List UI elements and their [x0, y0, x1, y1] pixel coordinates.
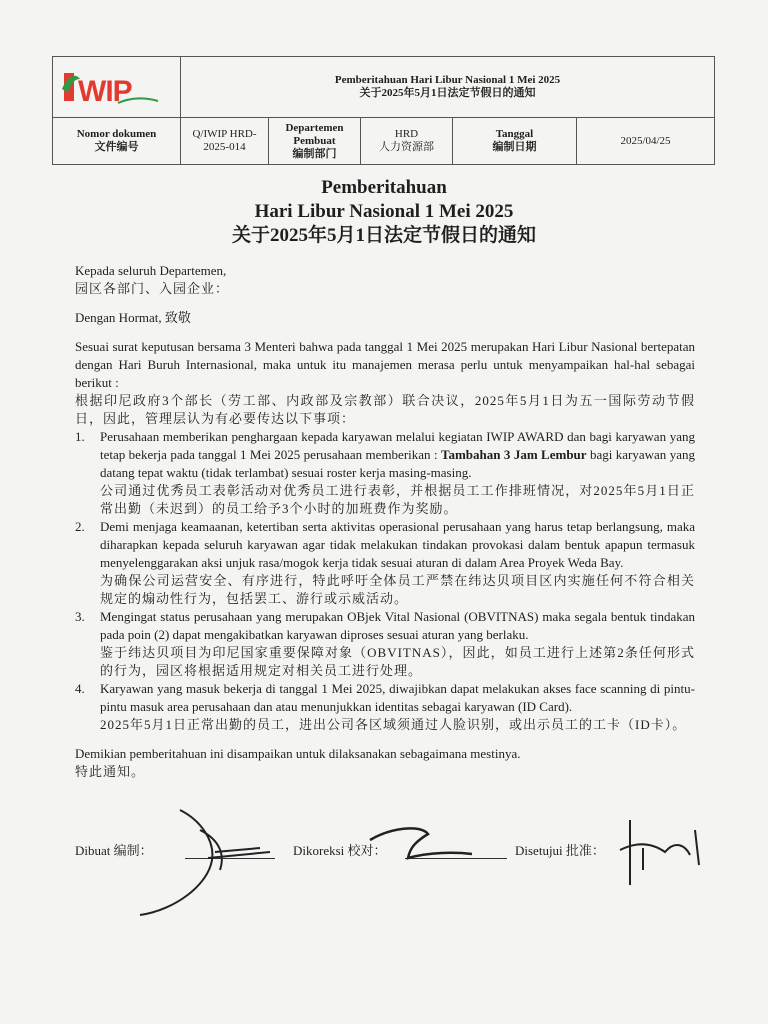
dikoreksi-signature	[360, 818, 480, 868]
item-text-id: Karyawan yang masuk bekerja di tanggal 1 Mei 2025, diwajibkan dapat melakukan akses face scanning di pintu-pintu masuk area perusahaan dan atau menunjukkan identitas sebagai karyawan (ID Card).	[100, 681, 695, 714]
list-item	[75, 428, 695, 518]
item-text-id: Perusahaan memberikan penghargaan kepada karyawan melalui kegiatan IWIP AWARD dan bagi karyawan yang tetap bekerja pada tanggal 1 Mei 2025 perusahaan memberikan : Tambahan 3 Jam Lembur bagi karyawan yang datang tepat waktu (tidak terlambat) sesuai roster kerja masing-masing.	[100, 429, 695, 480]
document-title-id: Pemberitahuan Hari Libur Nasional 1 Mei 2025	[334, 74, 561, 86]
tanggal-label-cell	[453, 118, 577, 165]
dibuat-signature	[120, 800, 280, 920]
item-text-zh: 鉴于纬达贝项目为印尼国家重要保障对象（OBVITNAS），因此，如员工进行上述第2条任何形式的行为，园区将根据适用规定对相关员工进行处理。	[100, 645, 695, 678]
closing-id: Demikian pemberitahuan ini disampaikan untuk dilaksanakan sebagaimana mestinya.	[75, 746, 521, 761]
notice-body	[75, 262, 695, 781]
dept-label-zh: 编制部门	[292, 147, 337, 160]
nomor-label-zh: 文件编号	[94, 141, 139, 153]
tanggal-value: 2025/04/25	[620, 134, 671, 147]
greeting-zh: 园区各部门、入园企业：	[75, 281, 230, 296]
item-number: 4.	[75, 681, 85, 696]
item-text-zh: 2025年5月1日正常出勤的员工，进出公司各区域须通过人脸识别，或出示员工的工卡（ID卡）。	[100, 717, 687, 732]
list-item	[75, 608, 695, 680]
closing-zh: 特此通知。	[75, 764, 146, 779]
dept-label-cell	[269, 118, 361, 165]
tanggal-label-zh: 编制日期	[492, 141, 537, 153]
title-line-3: 关于2025年5月1日法定节假日的通知	[231, 225, 536, 246]
dept-label: Departemen Pembuat	[285, 121, 344, 147]
item-number: 1.	[75, 429, 85, 444]
item-text-id: Demi menjaga keamaanan, ketertiban serta aktivitas operasional perusahaan yang harus tetap berlangsung, maka diharapkan kepada seluruh karyawan agar tidak melakukan tindakan provokasi dalam bentuk apapun termasuk menyelenggarakan aksi unjuk rasa/mogok kerja tidak sesuai aturan di dalam Area Proyek Weda Bay.	[100, 519, 695, 570]
notice-title	[0, 176, 768, 248]
nomor-label-cell	[53, 118, 181, 165]
dikoreksi-label: Dikoreksi 校对：	[293, 843, 387, 858]
nomor-value-cell	[181, 118, 269, 165]
nomor-value: Q/IWIP HRD-2025-014	[192, 128, 257, 153]
company-logo-cell	[53, 57, 181, 118]
dept-value: HRD	[394, 128, 419, 140]
iwip-logo	[55, 65, 178, 109]
dept-value-zh: 人力资源部	[379, 141, 434, 153]
item-text-zh: 为确保公司运营安全、有序进行，特此呼吁全体员工严禁在纬达贝项目区内实施任何不符合相关规定的煽动性行为，包括罢工、游行或示威活动。	[100, 573, 695, 606]
list-item	[75, 518, 695, 608]
document-header-table	[52, 56, 715, 165]
tanggal-label: Tanggal	[495, 128, 534, 140]
item-number: 3.	[75, 609, 85, 624]
overtime-bonus-text: Tambahan 3 Jam Lembur	[440, 447, 587, 462]
item-number: 2.	[75, 519, 85, 534]
tanggal-value-cell	[577, 118, 715, 165]
dibuat-label: Dibuat 编制：	[75, 843, 153, 858]
disetujui-signature	[615, 810, 715, 890]
list-item	[75, 680, 695, 734]
svg-text:WIP: WIP	[77, 75, 132, 108]
title-line-1: Pemberitahuan	[321, 177, 447, 198]
notice-items	[75, 428, 695, 734]
document-title-cell	[181, 57, 715, 118]
item-text-zh: 公司通过优秀员工表彰活动对优秀员工进行表彰，并根据员工工作排班情况，对2025年5月1日正常出勤（未迟到）的员工给予3个小时的加班费作为奖励。	[100, 483, 695, 516]
greeting-id: Kepada seluruh Departemen,	[75, 263, 227, 278]
document-title-zh: 关于2025年5月1日法定节假日的通知	[359, 87, 536, 99]
salutation: Dengan Hormat, 致敬	[75, 310, 191, 325]
title-line-2: Hari Libur Nasional 1 Mei 2025	[254, 201, 514, 222]
disetujui-label: Disetujui 批准：	[515, 843, 605, 858]
intro-id: Sesuai surat keputusan bersama 3 Menteri bahwa pada tanggal 1 Mei 2025 merupakan Hari Libur Nasional bertepatan dengan Hari Buruh Internasional, maka untuk itu manajemen merasa perlu untuk menyampaikan hal-hal sebagai berikut :	[75, 339, 695, 390]
item-text-id: Mengingat status perusahaan yang merupakan OBjek Vital Nasional (OBVITNAS) maka segala bentuk tindakan pada poin (2) dapat mengakibatkan karyawan diproses sesuai aturan yang berlaku.	[100, 609, 695, 642]
nomor-label: Nomor dokumen	[76, 128, 157, 140]
intro-zh: 根据印尼政府3个部长（劳工部、内政部及宗教部）联合决议，2025年5月1日为五一国际劳动节假日，因此，管理层认为有必要传达以下事项：	[75, 393, 695, 426]
dept-value-cell	[361, 118, 453, 165]
